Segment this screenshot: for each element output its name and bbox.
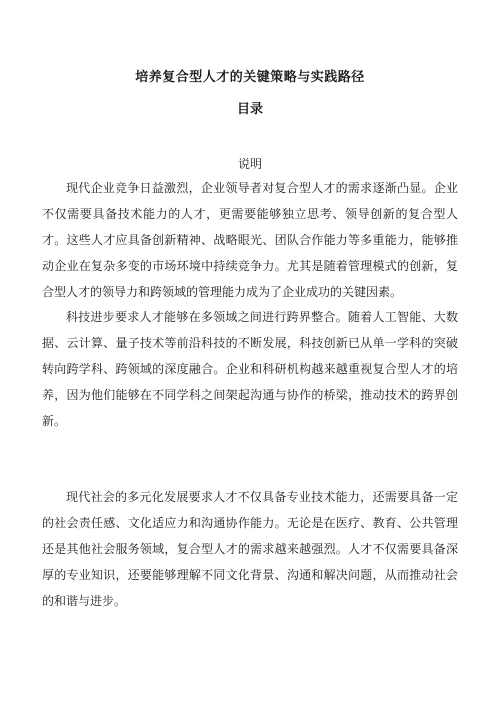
body-paragraph: 科技进步要求人才能够在多领域之间进行跨界整合。随着人工智能、大数据、云计算、量子技术等前沿科技的不断发展，科技创新已从单一学科的突破转向跨学科、跨领域的深度融合。企业和科研机构越来越重视复合型人才的培养，因为他们能够在不同学科之间架起沟通与协作的桥梁，推动技术的跨界创新。	[42, 310, 458, 428]
body-paragraph: 现代社会的多元化发展要求人才不仅具备专业技术能力，还需要具备一定的社会责任感、文化适应力和沟通协作能力。无论是在医疗、教育、公共管理还是其他社会服务领域，复合型人才的需求越来越强烈。人才不仅需要具备深厚的专业知识，还要能够理解不同文化背景、沟通和解决问题，从而推动社会的和谐与进步。	[42, 490, 458, 608]
section-heading: 说明	[237, 157, 262, 171]
toc-heading: 目录	[236, 102, 263, 117]
body-paragraph: 现代企业竞争日益激烈，企业领导者对复合型人才的需求逐渐凸显。企业不仅需要具备技术能力的人才，更需要能够独立思考、领导创新的复合型人才。这些人才应具备创新精神、战略眼光、团队合作能力等多重能力，能够推动企业在复杂多变的市场环境中持续竞争力。尤其是随着管理模式的创新，复合型人才的领导力和跨领域的管理能力成为了企业成功的关键因素。	[42, 181, 458, 299]
document-title: 培养复合型人才的关键策略与实践路径	[135, 70, 365, 85]
